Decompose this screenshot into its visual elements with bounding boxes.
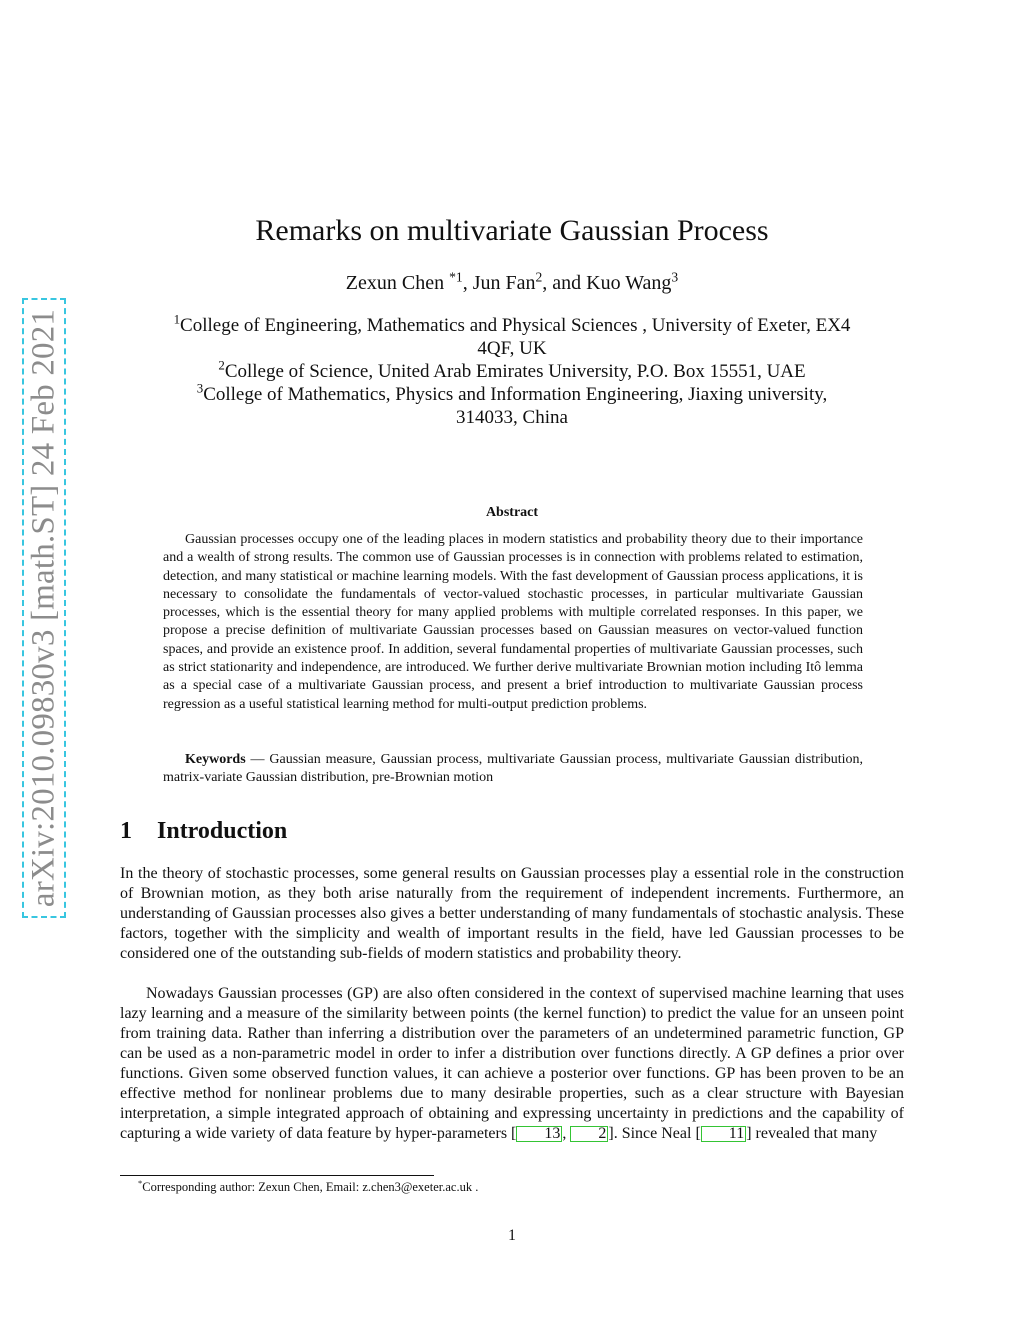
affiliation-3: [110, 380, 914, 429]
citation-link[interactable]: 11: [701, 1126, 746, 1142]
keywords-label: Keywords: [185, 752, 246, 767]
citation-link[interactable]: 2: [570, 1126, 608, 1142]
section-heading: [120, 818, 287, 845]
affiliation-superscript: 1: [173, 311, 181, 327]
footnote-mark: *: [138, 1177, 143, 1188]
footnote: [138, 1177, 479, 1195]
abstract-heading: Abstract: [485, 505, 539, 520]
author-name: Kuo Wang: [586, 272, 672, 294]
affiliation-text: College of Engineering, Mathematics and Physical Sciences , University of Exeter, EX4: [180, 315, 851, 336]
author-superscript: 2: [535, 269, 543, 285]
paper-title: Remarks on multivariate Gaussian Process: [255, 214, 769, 247]
author-superscript: 3: [671, 269, 679, 285]
section-number: 1: [120, 818, 132, 844]
citation-link[interactable]: 13: [516, 1126, 562, 1142]
affiliation-text: College of Science, United Arab Emirates University, P.O. Box 15551, UAE: [224, 361, 806, 382]
affiliation-text: 314033, China: [456, 407, 568, 428]
footnote-text: Corresponding author: Zexun Chen, Email: z.chen3@exeter.ac.uk .: [142, 1180, 479, 1194]
section-title: Introduction: [157, 818, 288, 844]
affiliation-superscript: 2: [218, 357, 225, 373]
author-separator: , and: [542, 272, 587, 294]
paragraph: [120, 984, 904, 1144]
keywords-text: — Gaussian measure, Gaussian process, multivariate Gaussian process, multivariate Gaussian distribution, matrix-variate Gaussian distribution, pre-Brownian motion: [163, 752, 863, 786]
paragraph-text: ] revealed that many: [746, 1125, 878, 1142]
abstract-body: Gaussian processes occupy one of the leading places in modern statistics and probability theory due to their importance and a wealth of strong results. The common use of Gaussian processes is in connection with problems related to estimation, detection, and many statistical or machine learning models. With the fast development of Gaussian process applications, it is necessary to consolidate the fundamentals of vector-valued stochastic processes, in particular multivariate Gaussian processes, which is the essential theory for many applied problems with multiple correlated responses. In this paper, we propose a precise definition of multivariate Gaussian processes based on Gaussian measures on vector-valued function spaces, and provide an existence proof. In addition, several fundamental properties of multivariate Gaussian processes, such as strict stationarity and independence, are introduced. We further derive multivariate Brownian motion including Itô lemma as a special case of a multivariate Gaussian process, and present a brief introduction to multivariate Gaussian process regression as a useful statistical learning method for multi-output prediction problems.: [163, 532, 863, 712]
footnote-rule: [120, 1175, 434, 1176]
page-number: 1: [508, 1227, 516, 1244]
affiliation-superscript: 3: [196, 380, 204, 396]
affiliation-2: [110, 357, 914, 383]
paragraph: In the theory of stochastic processes, some general results on Gaussian processes play a essential role in the construction of Brownian motion, as they both arise naturally from the requirement of independent increments. Furthermore, an understanding of Gaussian processes also gives a better understanding of many fundamentals of stochastic analysis. These factors, together with the simplicity and wealth of important results in the field, have led Gaussian processes to be considered one of the outstanding sub-fields of modern statistics and probability theory.: [120, 865, 904, 962]
author-name: Zexun Chen: [345, 272, 450, 294]
author-list: [0, 269, 1024, 295]
arxiv-identifier[interactable]: arXiv:2010.09830v3 [math.ST] 24 Feb 2021: [25, 308, 62, 908]
citation-separator: ,: [562, 1125, 571, 1142]
keywords: [163, 751, 863, 788]
author-separator: ,: [462, 272, 473, 294]
author-name: Jun Fan: [472, 272, 536, 294]
author-superscript: *1: [449, 269, 463, 285]
affiliation-1: [110, 311, 914, 360]
affiliation-text: 4QF, UK: [477, 338, 547, 359]
paragraph-text: Nowadays Gaussian processes (GP) are also often considered in the context of supervised machine learning that uses lazy learning and a measure of the similarity between points (the kernel function) to predict the value for an unseen point from training data. Rather than inferring a distribution over the parameters of an undetermined parametric function, GP can be used as a non-parametric model in order to infer a distribution over functions directly. A GP defines a prior over functions. Given some observed function values, it can achieve a posterior over functions. GP has been proven to be an effective method for nonlinear problems due to many desirable properties, such as a clear structure with Bayesian interpretation, a simple integrated approach of obtaining and expressing uncertainty in predictions and the capability of capturing a wide variety of data feature by hyper-parameters [: [120, 985, 904, 1142]
arxiv-stamp[interactable]: [22, 298, 66, 918]
paragraph-text: ]. Since Neal [: [608, 1125, 701, 1142]
affiliation-text: College of Mathematics, Physics and Information Engineering, Jiaxing university,: [203, 384, 828, 405]
